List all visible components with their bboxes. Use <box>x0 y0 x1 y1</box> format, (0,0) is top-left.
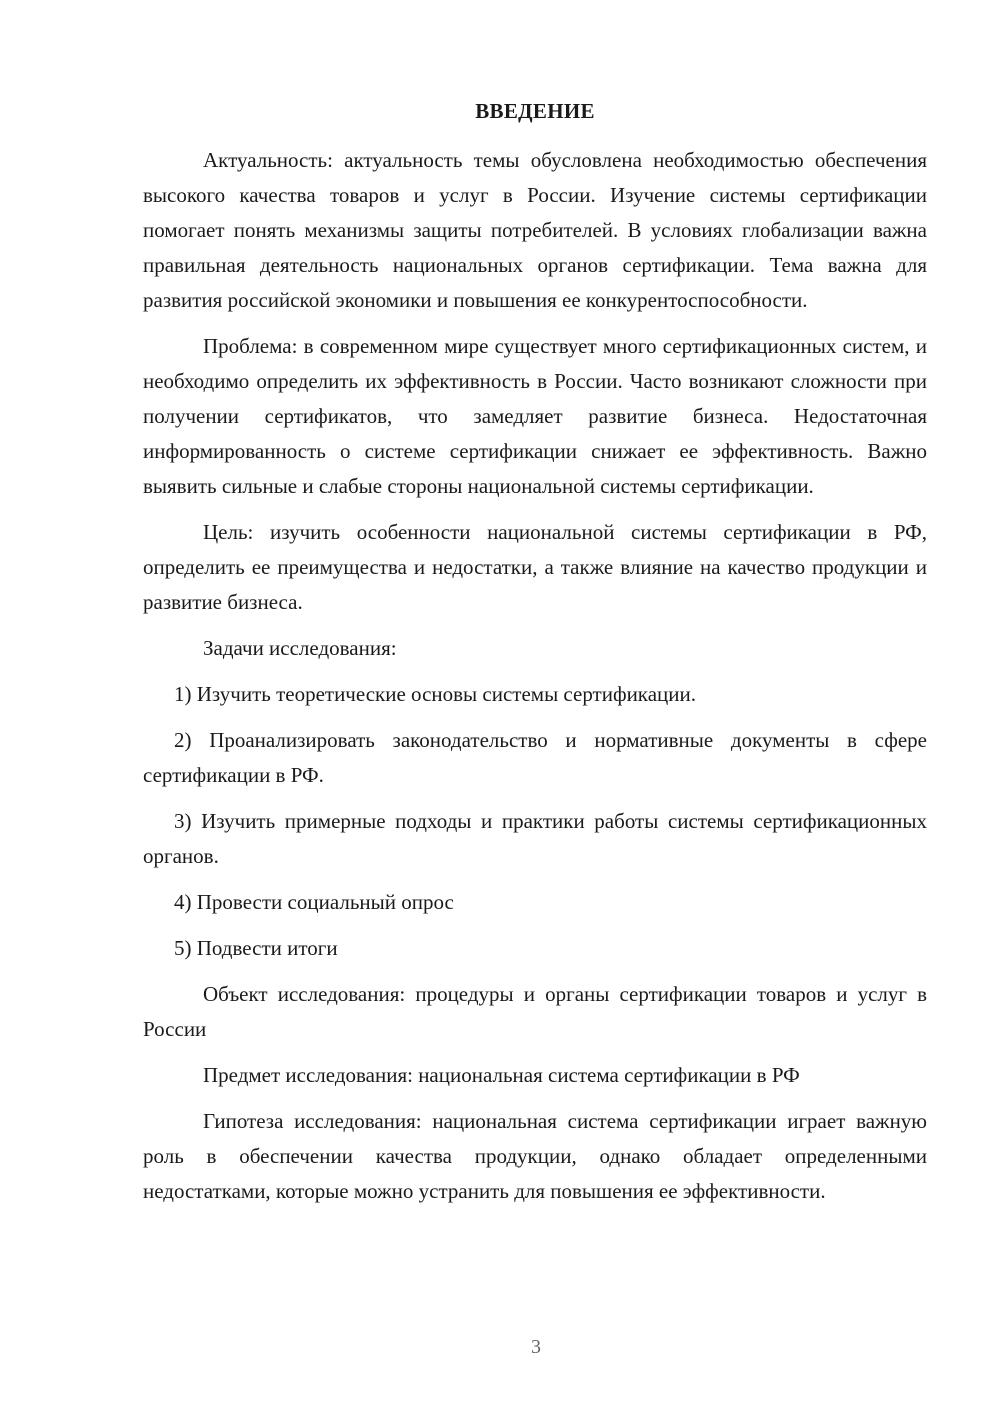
paragraph-relevance: Актуальность: актуальность темы обусловлена необходимостью обеспечения высокого качества товаров и услуг в России. Изучение системы сертификации помогает понять механизмы защиты потребителей. В условиях глобализации важна правильная деятельность национальных органов сертификации. Тема важна для развития российской экономики и повышения ее конкурентоспособности. <box>143 148 927 312</box>
section-title: ВВЕДЕНИЕ <box>475 99 595 123</box>
paragraph-hypothesis: Гипотеза исследования: национальная система сертификации играет важную роль в обеспечении качества продукции, однако обладает определенными недостатками, которые можно устранить для повышения ее эффективности. <box>143 1109 927 1203</box>
paragraph-goal: Цель: изучить особенности национальной системы сертификации в РФ, определить ее преимущества и недостатки, а также влияние на качество продукции и развитие бизнеса. <box>143 520 927 614</box>
task-item-5: 5) Подвести итоги <box>174 936 338 960</box>
paragraph-problem: Проблема: в современном мире существует много сертификационных систем, и необходимо определить их эффективность в России. Часто возникают сложности при получении сертификатов, что замедляет развитие бизнеса. Недостаточная информированность о системе сертификации снижает ее эффективность. Важно выявить сильные и слабые стороны национальной системы сертификации. <box>143 334 927 498</box>
paragraph-tasks-heading: Задачи исследования: <box>203 636 397 660</box>
task-item-2: 2) Проанализировать законодательство и нормативные документы в сфере сертификации в РФ. <box>143 728 927 787</box>
task-item-3: 3) Изучить примерные подходы и практики работы системы сертификационных органов. <box>143 809 927 868</box>
paragraph-subject: Предмет исследования: национальная система сертификации в РФ <box>203 1063 800 1087</box>
task-item-4: 4) Провести социальный опрос <box>174 890 454 914</box>
task-item-1: 1) Изучить теоретические основы системы сертификации. <box>174 682 696 706</box>
paragraph-object: Объект исследования: процедуры и органы сертификации товаров и услуг в России <box>143 982 927 1041</box>
page-number: 3 <box>531 1336 541 1358</box>
document-page <box>143 96 927 1220</box>
